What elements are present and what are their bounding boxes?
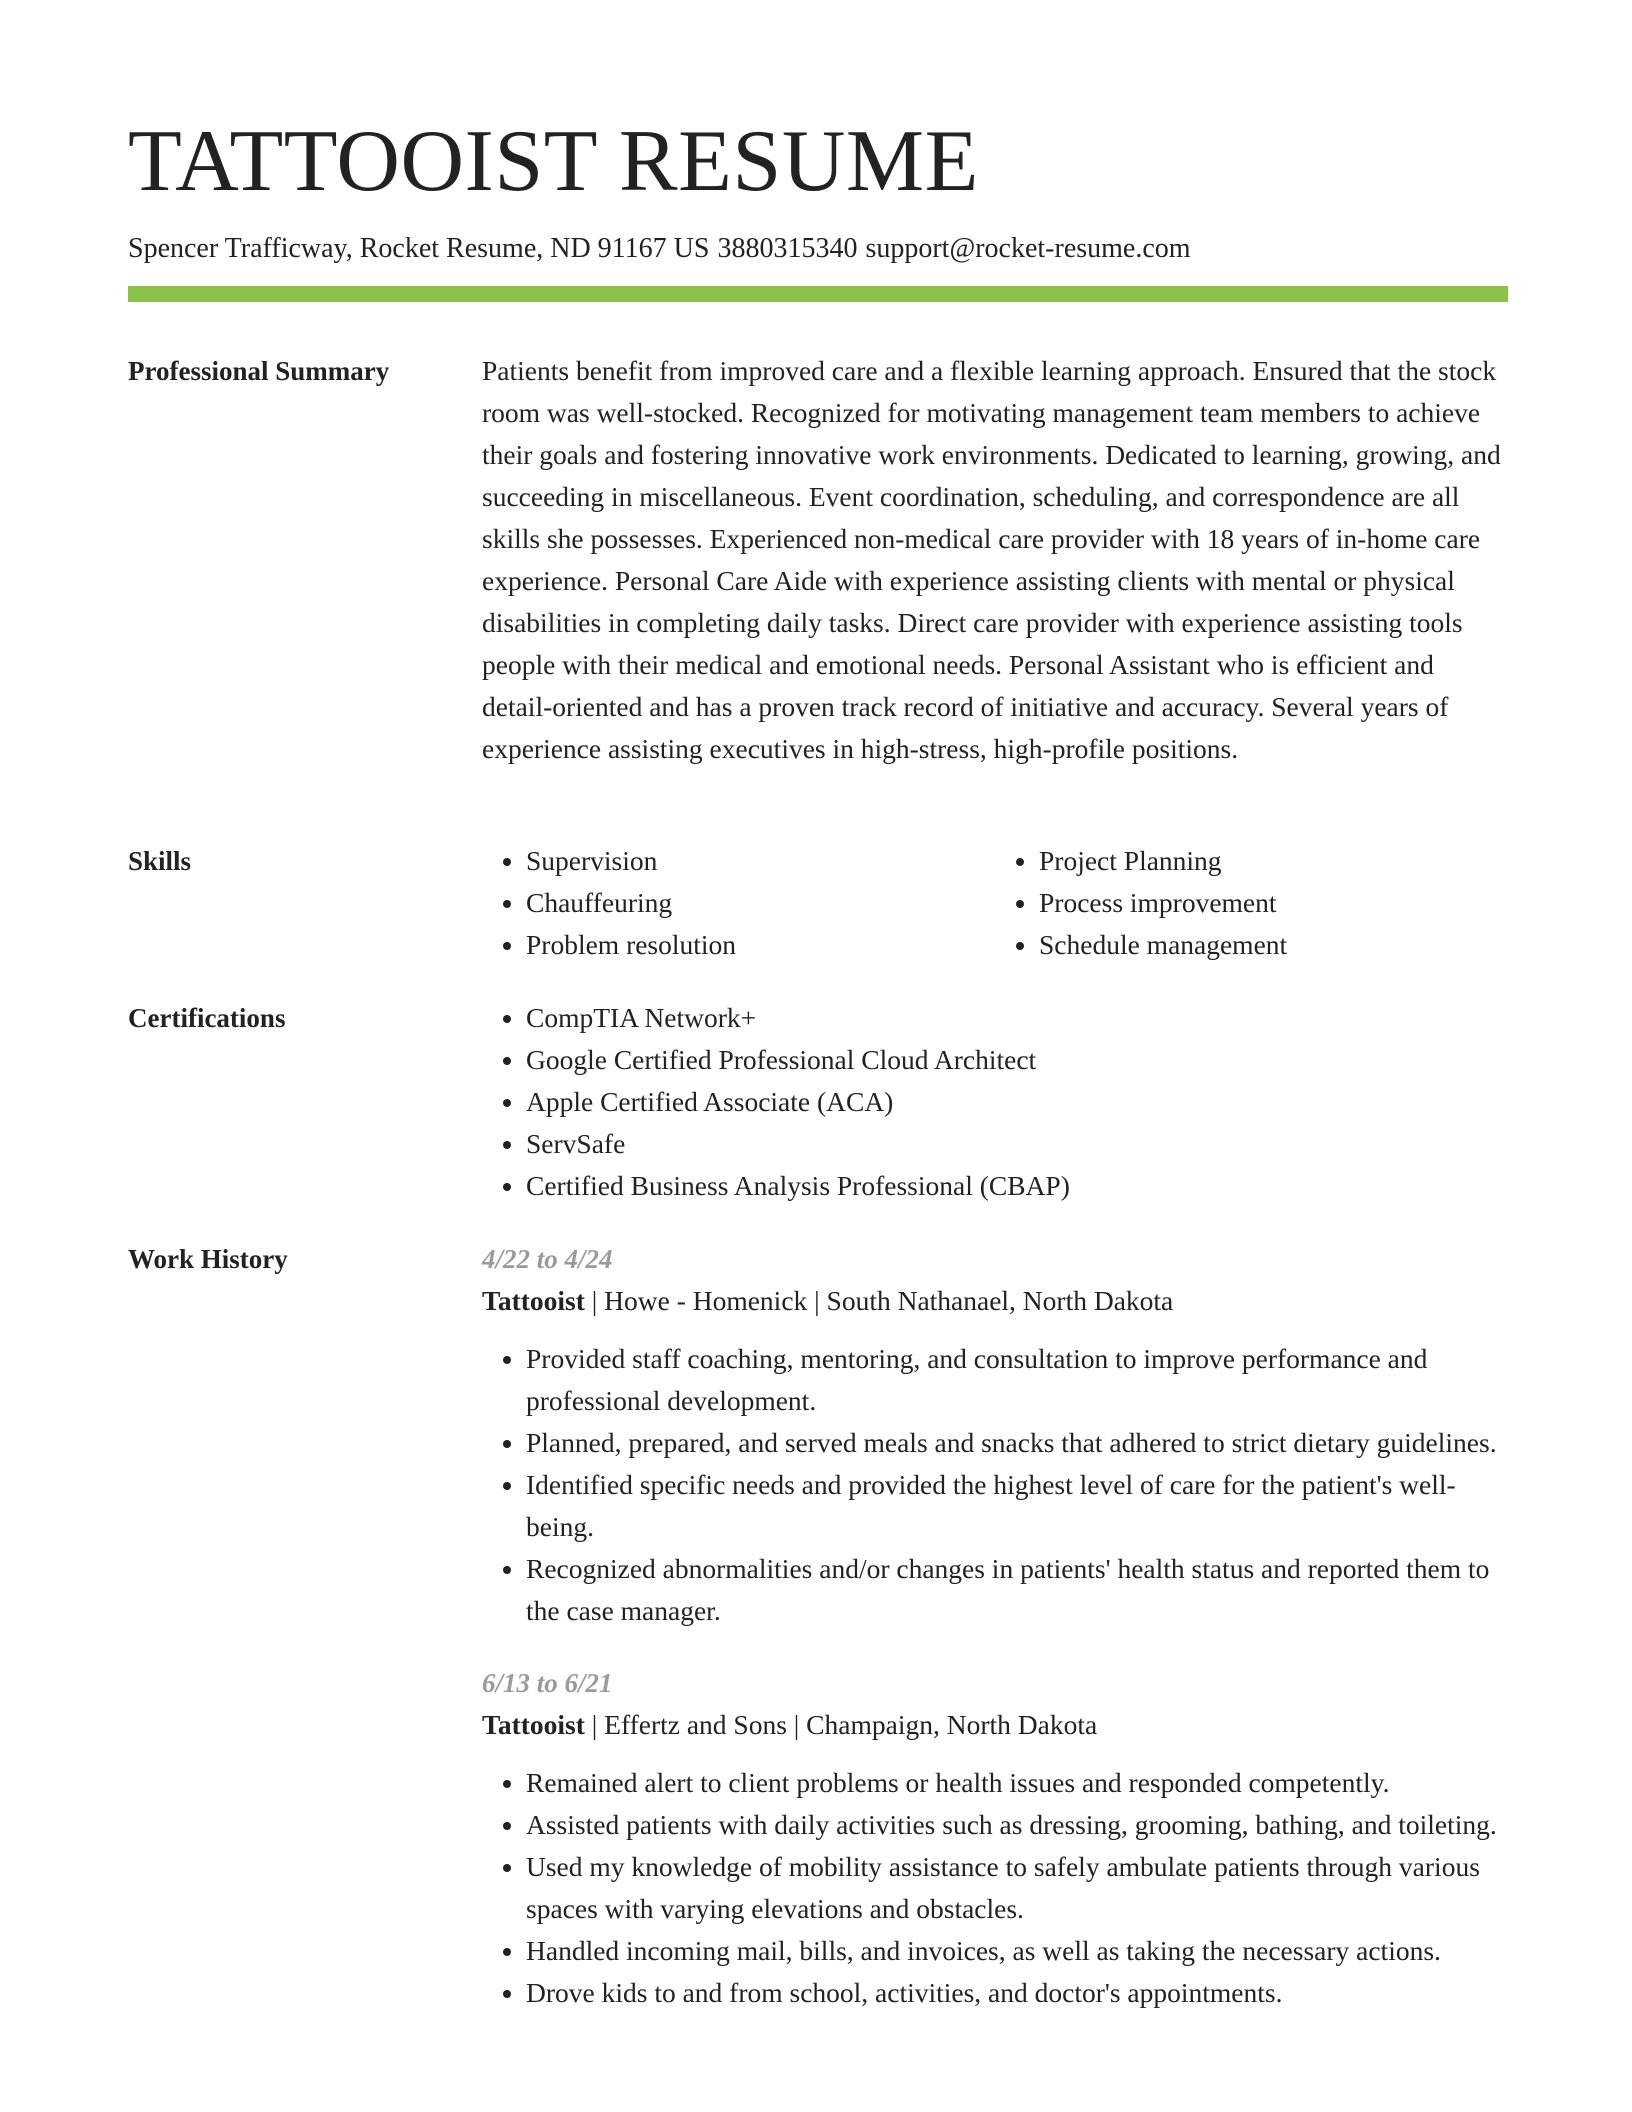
list-item: • Project Planning <box>1039 840 1508 882</box>
job-bullets <box>482 1338 1508 1632</box>
section-heading: Skills <box>128 846 192 876</box>
list-item: • Used my knowledge of mobility assistance to safely ambulate patients through various spaces with varying elevations and obstacles. <box>526 1846 1508 1930</box>
section-heading: Professional Summary <box>128 356 390 386</box>
job-details: | Effertz and Sons | Champaign, North Dakota <box>584 1709 1098 1740</box>
list-item: • Chauffeuring <box>526 882 995 924</box>
section-heading: Certifications <box>128 1003 286 1033</box>
contact-email: support@rocket-resume.com <box>865 233 1191 264</box>
list-item: • Apple Certified Associate (ACA) <box>526 1081 1508 1123</box>
list-item: • Certified Business Analysis Professional (CBAP) <box>526 1165 1508 1207</box>
list-item: • CompTIA Network+ <box>526 997 1508 1039</box>
list-item: • Remained alert to client problems or health issues and responded competently. <box>526 1762 1508 1804</box>
job-entry <box>482 1662 1508 2014</box>
list-item: • Problem resolution <box>526 924 995 966</box>
header-accent-bar <box>128 286 1508 302</box>
contact-phone: 3880315340 <box>717 233 858 264</box>
job-details: | Howe - Homenick | South Nathanael, North Dakota <box>584 1285 1174 1316</box>
list-item: • Recognized abnormalities and/or changes in patients' health status and reported them to the case manager. <box>526 1548 1508 1632</box>
certifications-body <box>482 997 1508 1207</box>
list-item: • Identified specific needs and provided the highest level of care for the patient's well-being. <box>526 1464 1508 1548</box>
list-item: • Planned, prepared, and served meals and snacks that adhered to strict dietary guidelines. <box>526 1422 1508 1464</box>
resume-title: TATTOOIST RESUME <box>128 113 979 210</box>
list-item: • Assisted patients with daily activities such as dressing, grooming, bathing, and toileting. <box>526 1804 1508 1846</box>
contact-address: Spencer Trafficway, Rocket Resume, ND 91167 US <box>128 233 710 264</box>
certifications-list <box>482 997 1508 1207</box>
job-heading <box>482 1280 1508 1322</box>
section-heading: Work History <box>128 1244 288 1274</box>
list-item: • Provided staff coaching, mentoring, and consultation to improve performance and professional development. <box>526 1338 1508 1422</box>
job-heading <box>482 1704 1508 1746</box>
list-item: • Supervision <box>526 840 995 882</box>
job-dates: 6/13 to 6/21 <box>482 1668 613 1698</box>
job-title: Tattooist <box>482 1709 585 1740</box>
list-item: • Drove kids to and from school, activities, and doctor's appointments. <box>526 1972 1508 2014</box>
job-title: Tattooist <box>482 1285 585 1316</box>
summary-body <box>482 350 1508 770</box>
list-item: • Handled incoming mail, bills, and invoices, as well as taking the necessary actions. <box>526 1930 1508 1972</box>
list-item: • Google Certified Professional Cloud Architect <box>526 1039 1508 1081</box>
job-entry <box>482 1238 1508 1632</box>
skills-body <box>482 840 1508 966</box>
summary-text: Patients benefit from improved care and a flexible learning approach. Ensured that the stock room was well-stocked. Recognized for motivating management team members to achieve their goals and fostering innovative work environments. Dedicated to learning, growing, and succeeding in miscellaneous. Event coordination, scheduling, and correspondence are all skills she possesses. Experienced non-medical care provider with 18 years of in-home care experience. Personal Care Aide with experience assisting clients with mental or physical disabilities in completing daily tasks. Direct care provider with experience assisting tools people with their medical and emotional needs. Personal Assistant who is efficient and detail-oriented and has a proven track record of initiative and accuracy. Several years of experience assisting executives in high-stress, high-profile positions. <box>482 355 1501 764</box>
list-item: • ServSafe <box>526 1123 1508 1165</box>
skills-column-1 <box>482 840 995 966</box>
job-dates: 4/22 to 4/24 <box>482 1244 613 1274</box>
list-item: • Process improvement <box>1039 882 1508 924</box>
work-history-body <box>482 1238 1508 2044</box>
list-item: • Schedule management <box>1039 924 1508 966</box>
contact-line <box>128 232 1191 266</box>
job-bullets <box>482 1762 1508 2014</box>
skills-column-2 <box>995 840 1508 966</box>
